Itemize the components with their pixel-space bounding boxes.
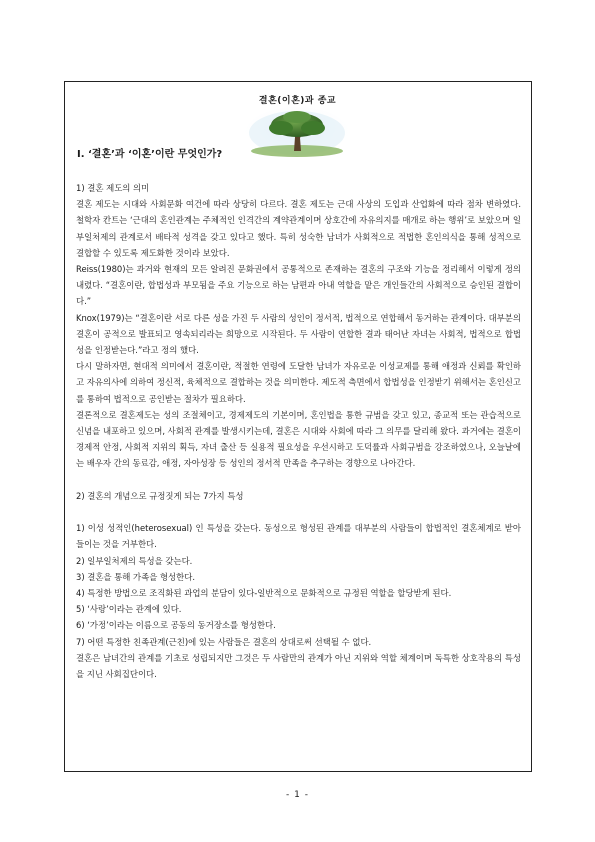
list-item: 7) 어떤 특정한 친족관계(근친)에 있는 사람들은 결혼의 상대로써 선택될 수 없다. [76, 636, 372, 647]
tree-illustration [245, 107, 349, 159]
subsection-heading: 1) 결혼 제도의 의미 [76, 183, 150, 193]
document-title: 결혼(이혼)과 종교 [258, 96, 337, 106]
paragraph: Knox(1979)는 “결혼이란 서로 다른 성을 가진 두 사람의 성인이 정서적, 법적으로 연합해서 동거하는 관계이다. 대부분의 결혼이 공적으로 발표되고 영속되리라는 희망으로 시작된다. 두 사람이 연합한 결과 태어난 자녀는 사회적, 법적으로 합법성을 인정받는다.”라고 정의 했다. [76, 312, 521, 356]
list-item: 6) ‘가정’이라는 이름으로 공동의 동거장소를 형성한다. [76, 620, 276, 631]
list-item: 3) 결혼을 통해 가족을 형성한다. [76, 571, 195, 582]
paragraph: 다시 말하자면, 현대적 의미에서 결혼이란, 적절한 연령에 도달한 남녀가 자유로운 이성교제를 통해 애정과 신뢰를 확인하고 자유의사에 의하여 정신적, 육체적으로 결합하는 것을 의미한다. 제도적 측면에서 합법성을 인정받기 위해서는 혼인신고를 통하여 법적으로 공인받는 절차가 필요하다. [76, 361, 521, 404]
list-item: 4) 특정한 방법으로 조직화된 과업의 분담이 있다-일반적으로 문화적으로 규정된 역할을 할당받게 된다. [76, 588, 452, 599]
list-item: 5) ‘사랑’이라는 관계에 있다. [76, 604, 182, 615]
body-text [76, 180, 521, 682]
section-heading: Ⅰ. ‘결혼’과 ‘이혼’이란 무엇인가? [77, 149, 223, 160]
paragraph: 결혼은 남녀간의 관계를 기초로 성립되지만 그것은 두 사람만의 관계가 아닌 지위와 역할 체계이며 독특한 상호작용의 특성을 지닌 사회집단이다. [76, 652, 521, 680]
paragraph: 결혼 제도는 시대와 사회문화 여건에 따라 상당히 다르다. 결혼 제도는 근대 사상의 도입과 산업화에 따라 점차 변하였다. 철학자 칸트는 ‘근대의 혼인관계는 주체적인 인격간의 계약관계이며 상호간에 자유의지를 매개로 하는 행위’로 보았으며 일부일처제의 관계로서 배타적 성격을 갖고 있다고 했다. 특히 성숙한 남녀가 사회적으로 적법한 혼인의식을 통해 성적으로 결합할 수 있도록 제도화한 것이라 보았다. [76, 199, 521, 258]
list-item: 2) 일부일처제의 특성을 갖는다. [76, 555, 193, 566]
page-number: - 1 - [286, 790, 309, 800]
list-item: 1) 이성 성적인(heterosexual) 인 특성을 갖는다. 동성으로 형성된 관계를 대부분의 사람들이 합법적인 결혼체계로 받아들이는 것을 거부한다. [76, 523, 521, 550]
paragraph: Reiss(1980)는 과거와 현재의 모든 알려진 문화권에서 공통적으로 존재하는 결혼의 구조와 기능을 정리해서 이렇게 정의 내렸다. “결혼이란, 합법성과 부모됨을 주요 기능으로 하는 남편과 아내 역할을 맡은 개인들간의 사회적으로 승인된 결합이다.” [76, 264, 521, 307]
paragraph: 결론적으로 결혼제도는 성의 조절체이고, 경제제도의 기본이며, 혼인법을 통한 규범을 갖고 있고, 종교적 또는 관습적으로 신념을 내포하고 있으며, 사회적 관계를 발생시키는데, 결혼은 시대와 사회에 따라 그 의무를 달리해 왔다. 과거에는 결혼이 경제적 안정, 사회적 지위의 획득, 자녀 출산 등 실용적 필요성을 우선시하고 도덕률과 사회규범을 강조하였으나, 오늘날에는 배우자 간의 동료감, 애정, 자아성장 등 성인의 정서적 만족을 추구하는 경향으로 나아간다. [76, 409, 521, 469]
subsection-heading: 2) 결혼의 개념으로 규정짓게 되는 7가지 특성 [76, 490, 244, 501]
tree-icon [245, 107, 349, 159]
